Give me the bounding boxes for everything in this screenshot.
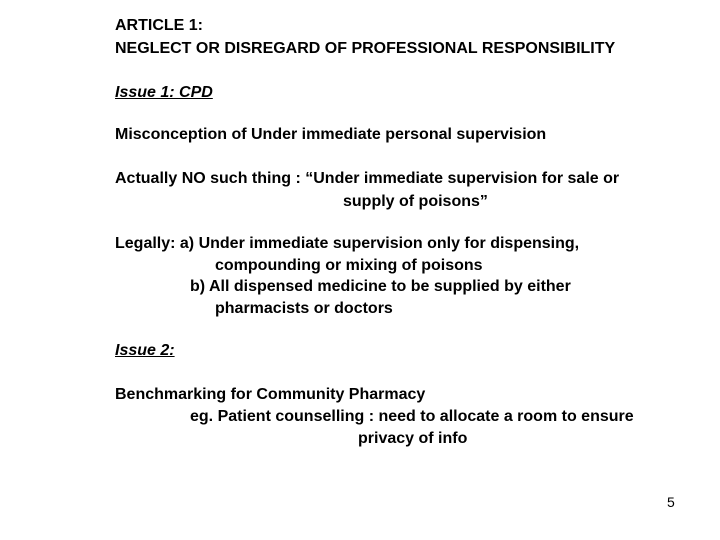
article-title-line2: NEGLECT OR DISREGARD OF PROFESSIONAL RESPONSIBILITY	[115, 40, 616, 57]
issue2-heading: Issue 2:	[115, 342, 175, 359]
page-number: 5	[667, 494, 675, 510]
eg-text-line1: eg. Patient counselling : need to allocate a room to ensure	[190, 408, 634, 425]
issue1-heading: Issue 1: CPD	[115, 84, 213, 101]
article-title-line1: ARTICLE 1:	[115, 17, 203, 34]
legally-b-line2: pharmacists or doctors	[215, 300, 393, 317]
benchmark-text: Benchmarking for Community Pharmacy	[115, 386, 426, 403]
legally-a-line1: Legally: a) Under immediate supervision only for dispensing,	[115, 235, 580, 252]
legally-a-line2: compounding or mixing of poisons	[215, 257, 483, 274]
legally-b-line1: b) All dispensed medicine to be supplied by either	[190, 278, 571, 295]
actually-text-line1: Actually NO such thing : “Under immediate supervision for sale or	[115, 170, 620, 187]
actually-text-line2: supply of poisons”	[343, 193, 488, 210]
eg-text-line2: privacy of info	[358, 430, 468, 447]
misconception-text: Misconception of Under immediate personal supervision	[115, 126, 547, 143]
